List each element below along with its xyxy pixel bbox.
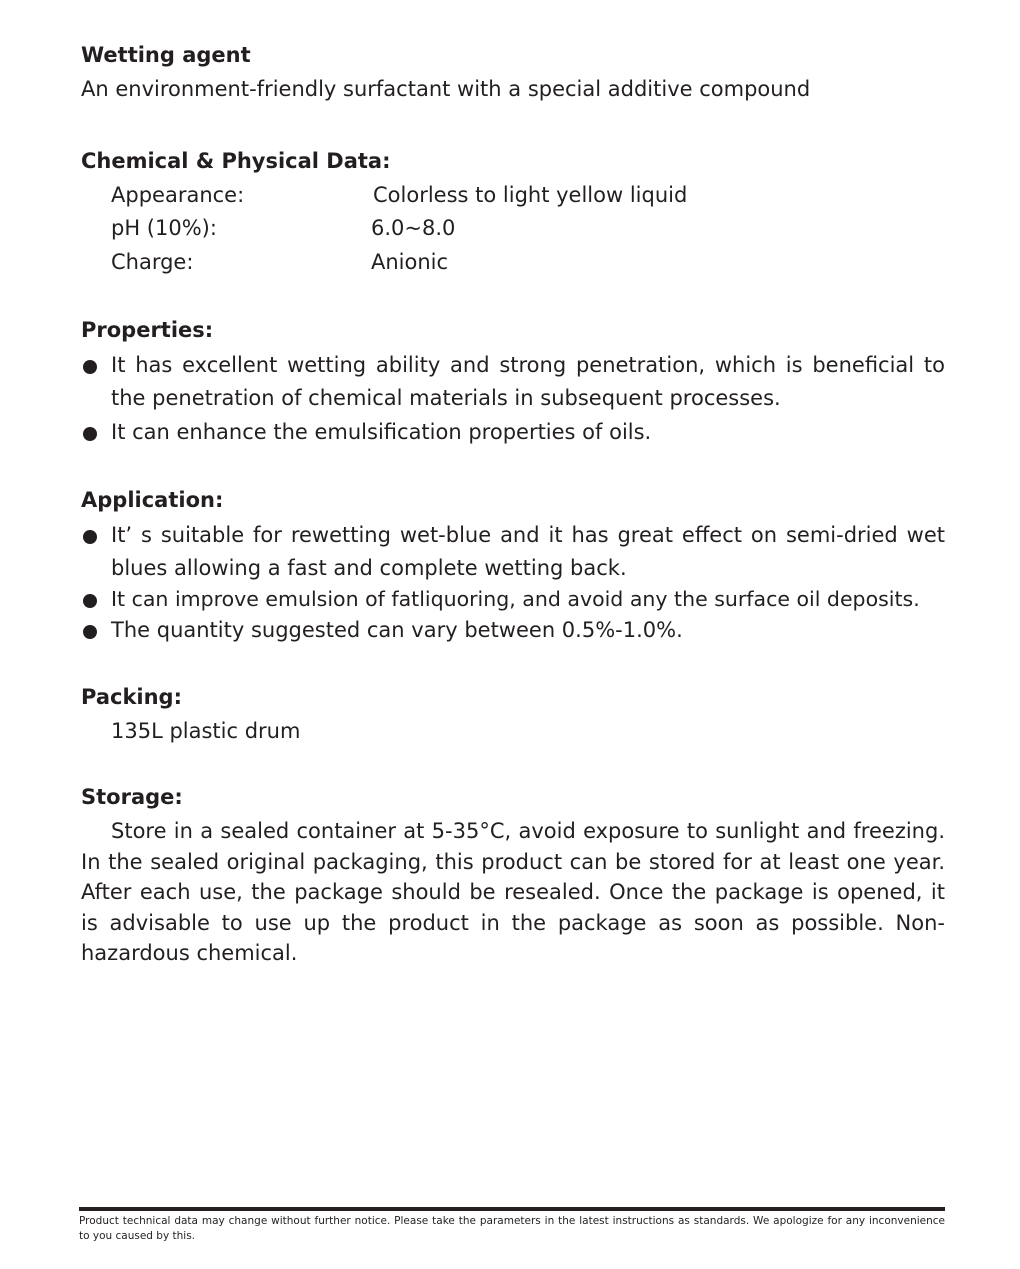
- application-item: [81, 519, 945, 585]
- packing-heading: Packing:: [81, 685, 182, 709]
- bullet-icon: [83, 594, 97, 608]
- footer-divider: [79, 1207, 945, 1211]
- chemical-physical-heading: Chemical & Physical Data:: [81, 149, 391, 173]
- product-name: Wetting agent: [81, 43, 251, 67]
- data-value: Colorless to light yellow liquid: [373, 183, 688, 207]
- properties-item: [81, 416, 945, 449]
- footer-disclaimer: Product technical data may change without further notice. Please take the parameters in the latest instructions as standards. We apologize for any inconvenience to you caused by this.: [79, 1215, 945, 1242]
- bullet-icon: [83, 530, 97, 544]
- bullet-icon: [83, 625, 97, 639]
- application-item: [81, 614, 945, 647]
- application-item-text: The quantity suggested can vary between 0.5%-1.0%.: [111, 618, 683, 642]
- data-value: Anionic: [371, 250, 449, 274]
- properties-item-text: It has excellent wetting ability and strong penetration, which is beneficial to the penetration of chemical materials in subsequent processes.: [111, 353, 945, 410]
- data-label: Charge:: [111, 250, 194, 274]
- data-label: Appearance:: [111, 183, 245, 207]
- bullet-icon: [83, 427, 97, 441]
- properties-item-text: It can enhance the emulsification properties of oils.: [111, 420, 652, 444]
- product-subtitle: An environment-friendly surfactant with a special additive compound: [81, 77, 811, 101]
- properties-item: [81, 349, 945, 415]
- application-heading: Application:: [81, 488, 224, 512]
- data-label: pH (10%):: [111, 216, 217, 240]
- application-item-text: It can improve emulsion of fatliquoring, and avoid any the surface oil deposits.: [111, 587, 920, 611]
- data-value: 6.0~8.0: [371, 216, 456, 240]
- storage-text: Store in a sealed container at 5-35°C, avoid exposure to sunlight and freezing. In the sealed original packaging, this product can be stored for at least one year. After each use, the package should be resealed. Once the package is opened, it is advisable to use up the product in the package as soon as possible. Non-hazardous chemical.: [81, 819, 945, 965]
- application-item-text: It’ s suitable for rewetting wet-blue and it has great effect on semi-dried wet blues allowing a fast and complete wetting back.: [111, 523, 945, 580]
- packing-text: 135L plastic drum: [111, 719, 301, 743]
- application-item: [81, 583, 945, 616]
- bullet-icon: [83, 360, 97, 374]
- properties-heading: Properties:: [81, 318, 214, 342]
- storage-heading: Storage:: [81, 785, 183, 809]
